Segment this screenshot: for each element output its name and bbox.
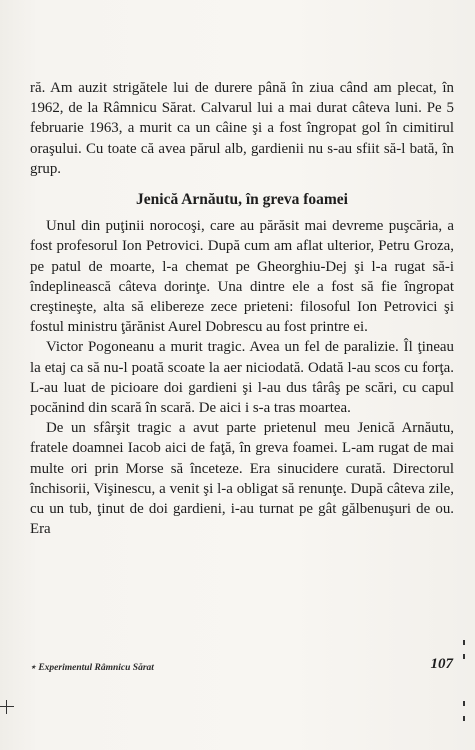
paragraph: Unul din puţinii norocoşi, care au părăsit mai devreme puşcăria, a fost profesorul Ion Petrovici. După cum am aflat ulterior, Petru Groza, pe patul de moarte, l-a chemat pe Gheorghiu-Dej şi l-a rugat să-i îndeplinească câteva dorinţe. Una dintre ele a fost să fie îngropat creştineşte, alta să elibereze zece prieteni: filosoful Ion Petrovici şi fostul ministru ţărănist Aurel Dobrescu au fost printre ei. [30, 218, 454, 336]
page-number: 107 [430, 656, 453, 672]
crop-mark [6, 700, 7, 714]
crop-mark [463, 701, 465, 706]
section-heading: Jenică Arnăutu, în greva foamei [136, 191, 348, 209]
paragraph: Victor Pogoneanu a murit tragic. Avea un fel de paralizie. Îl ţineau la etaj ca să nu-l poată scoate la aer niciodată. Odată l-au scos cu forţa. L-au luat de picioare doi gardieni şi l-au dus târâş pe scări, cu capul pocănind din scară în scară. De aici i s-a tras moartea. [30, 339, 454, 417]
crop-mark [463, 716, 465, 721]
running-footer-title: ⋆ Experimentul Râmnicu Sărat [30, 663, 154, 673]
body-text [30, 78, 454, 539]
crop-mark [463, 640, 465, 645]
crop-mark [463, 654, 465, 659]
crop-mark [0, 706, 14, 707]
page-footer [30, 656, 453, 680]
paragraph: De un sfârşit tragic a avut parte prietenul meu Jenică Arnăutu, fratele doamnei Iacob aici de faţă, în greva foamei. L-am rugat de mai multe ori prin Morse să înceteze. Era sinucidere curată. Directorul închisorii, Vişinescu, a venit şi l-a obligat să renunţe. După câteva zile, cu un tub, ţinut de doi gardieni, i-au turnat pe gât gălbenuşuri de ou. Era [30, 420, 454, 538]
paragraph-continued: ră. Am auzit strigătele lui de durere până în ziua când am plecat, în 1962, de la Râmnicu Sărat. Calvarul lui a mai durat câteva luni. Pe 5 februarie 1963, a murit ca un câine şi a fost îngropat gol în cimitirul oraşului. Cu toate că avea părul alb, gardienii nu s-au sfiit să-l bată, în grup. [30, 80, 454, 177]
